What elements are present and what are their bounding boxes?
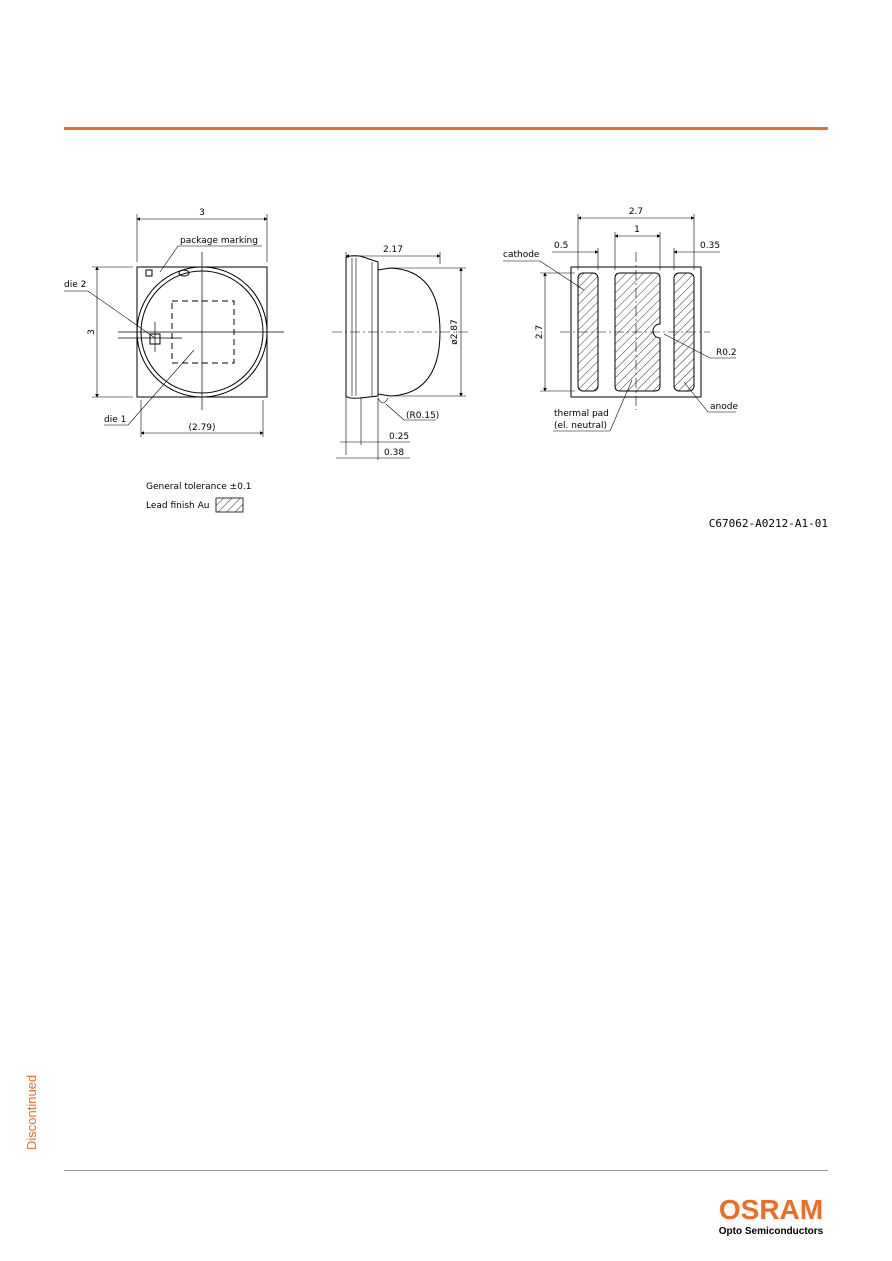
footer-rule bbox=[64, 1170, 828, 1171]
side-dim-025: 0.25 bbox=[389, 432, 410, 442]
osram-logo bbox=[712, 1196, 830, 1238]
side-length-dim: 2.17 bbox=[382, 245, 404, 255]
package-marking-label: package marking bbox=[180, 236, 258, 246]
side-dome-dim: ø2.87 bbox=[450, 319, 460, 345]
top-height-dim: 3 bbox=[87, 329, 97, 335]
die-1-label: die 1 bbox=[104, 415, 127, 425]
top-width-dim: 3 bbox=[199, 208, 205, 218]
anode-label: anode bbox=[710, 402, 738, 412]
side-dim-038: 0.38 bbox=[384, 448, 405, 458]
left-pad-dim: 0.5 bbox=[554, 241, 569, 251]
side-radius-dim: (R0.15) bbox=[406, 411, 440, 421]
thermal-pad-note: (el. neutral) bbox=[554, 421, 607, 431]
logo-wordmark: OSRAM bbox=[718, 1194, 824, 1225]
side-view-base bbox=[346, 256, 378, 399]
radius-label: R0.2 bbox=[716, 348, 737, 358]
lead-finish-swatch bbox=[216, 498, 243, 512]
top-inner-dim: (2.79) bbox=[188, 423, 216, 433]
drawing-code: C67062-A0212-A1-01 bbox=[708, 517, 828, 530]
center-pad-dim: 1 bbox=[634, 225, 640, 235]
logo-subtitle: Opto Semiconductors bbox=[718, 1226, 824, 1237]
package-outline-drawing bbox=[0, 0, 892, 560]
discontinued-watermark: Discontinued bbox=[24, 1074, 39, 1150]
cathode-label: cathode bbox=[503, 250, 540, 260]
top-view bbox=[64, 214, 284, 437]
tolerance-note: General tolerance ±0.1 bbox=[146, 482, 252, 492]
side-view bbox=[332, 252, 470, 460]
bottom-height-dim: 2.7 bbox=[535, 324, 545, 340]
right-pad-dim: 0.35 bbox=[700, 241, 721, 251]
bottom-width-dim: 2.7 bbox=[628, 207, 644, 217]
thermal-pad-label: thermal pad bbox=[554, 409, 609, 419]
package-marking-square bbox=[146, 270, 152, 276]
lead-finish-note: Lead finish Au bbox=[146, 501, 210, 511]
die-2-label: die 2 bbox=[64, 280, 87, 290]
